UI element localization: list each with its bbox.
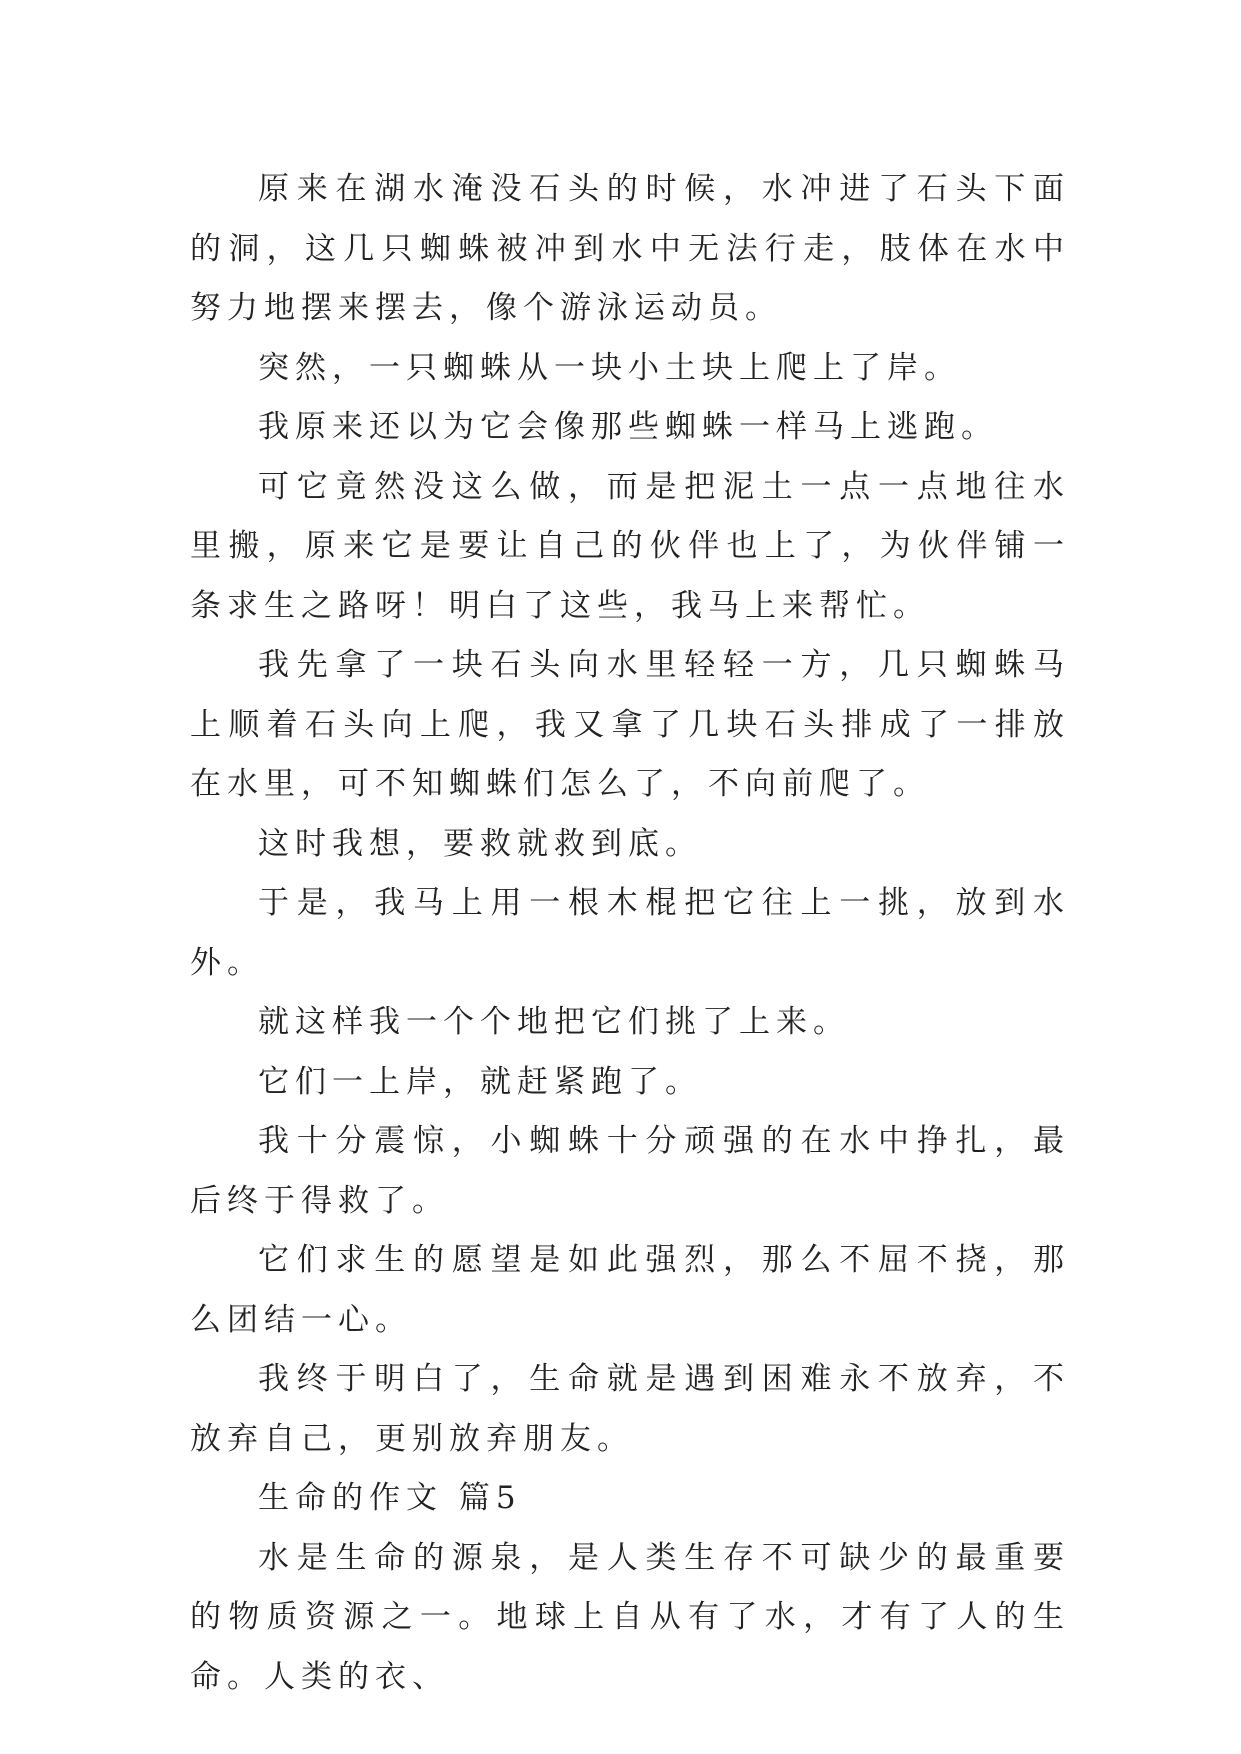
paragraph: 这时我想，要救就救到底。 [258,825,702,862]
paragraph: 原来在湖水淹没石头的时候，水冲进了石头下面的洞，这几只蜘蛛被冲到水中无法行走，肢体在水中努力地摆来摆去，像个游泳运动员。 [190,171,1070,326]
paragraph: 可它竟然没这么做，而是把泥土一点一点地往水里搬，原来它是要让自己的伙伴也上了，为伙伴铺一条求生之路呀！明白了这些，我马上来帮忙。 [190,468,1070,624]
paragraph: 水是生命的源泉，是人类生存不可缺少的最重要的物质资源之一。地球上自从有了水，才有了人的生命。人类的衣、 [190,1539,1070,1695]
paragraph: 就这样我一个个地把它们挑了上来。 [258,1004,850,1040]
paragraph: 我原来还以为它会像那些蜘蛛一样马上逃跑。 [258,409,998,445]
paragraph: 我终于明白了，生命就是遇到困难永不放弃，不放弃自己，更别放弃朋友。 [190,1361,1070,1457]
paragraph: 它们求生的愿望是如此强烈，那么不屈不挠，那么团结一心。 [190,1242,1070,1338]
section-heading: 生命的作文 篇5 [258,1480,522,1516]
paragraph: 于是，我马上用一根木棍把它往上一挑，放到水外。 [190,885,1070,981]
document-body [190,160,1070,1707]
paragraph: 我十分震惊，小蜘蛛十分顽强的在水中挣扎，最后终于得救了。 [190,1123,1070,1219]
paragraph: 我先拿了一块石头向水里轻轻一方，几只蜘蛛马上顺着石头向上爬，我又拿了几块石头排成了一排放在水里，可不知蜘蛛们怎么了，不向前爬了。 [190,647,1070,802]
paragraph: 突然，一只蜘蛛从一块小土块上爬上了岸。 [258,349,961,386]
paragraph: 它们一上岸，就赶紧跑了。 [258,1063,702,1100]
